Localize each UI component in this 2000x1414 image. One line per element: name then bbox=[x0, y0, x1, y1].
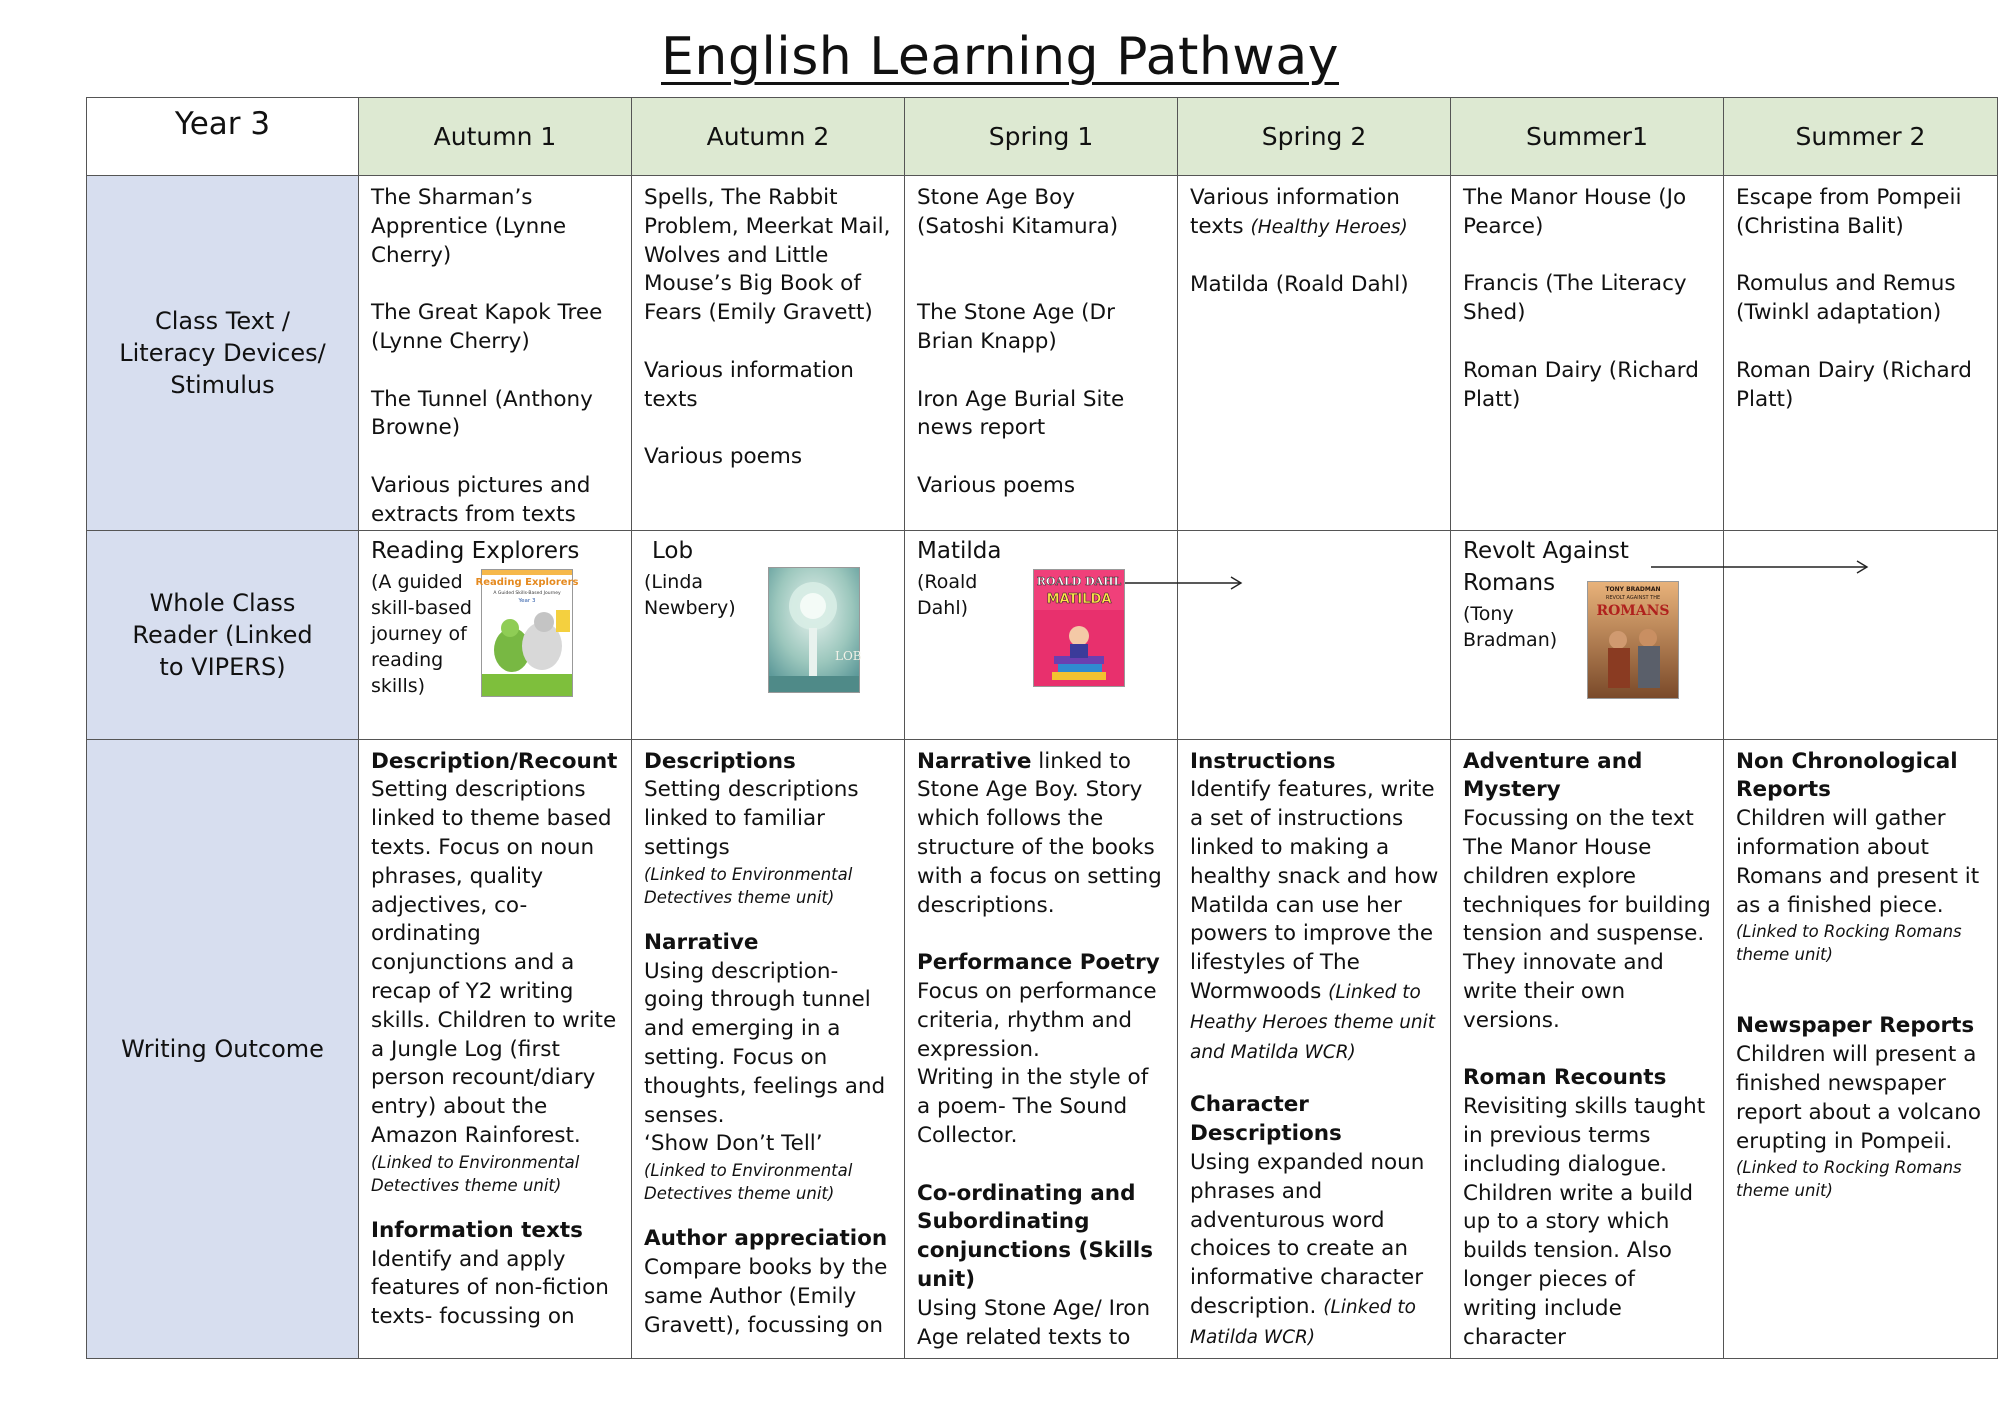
pathway-table bbox=[86, 97, 1998, 1359]
text-item: The Great Kapok Tree (Lynne Cherry) bbox=[371, 300, 603, 354]
writing-text: Setting descriptions linked to theme based texts. Focus on noun phrases, quality adjectives, co-ordinating conjunctions and a recap of Y2 writing skills. Children to write a Jungle Log (first person recount/diary entry) about the Amazon Rainforest. bbox=[371, 777, 617, 1148]
class-text-spring-2 bbox=[1178, 176, 1451, 531]
term-autumn-2: Autumn 2 bbox=[632, 98, 905, 176]
writing-spring-2 bbox=[1178, 739, 1451, 1358]
writing-note: (Linked to Environmental Detectives theme unit) bbox=[644, 864, 853, 907]
reader-title: Lob bbox=[652, 537, 694, 564]
writing-heading: Character Descriptions bbox=[1190, 1092, 1342, 1147]
reader-subtitle: (Roald Dahl) bbox=[917, 570, 978, 619]
text-item: The Tunnel (Anthony Browne) bbox=[371, 386, 593, 441]
writing-note: (Linked to Environmental Detectives theme unit) bbox=[371, 1152, 580, 1195]
writing-heading: Narrative bbox=[644, 929, 759, 955]
writing-text: Setting descriptions linked to familiar settings bbox=[644, 777, 859, 860]
writing-note: (Linked to Rocking Romans theme unit) bbox=[1736, 922, 1962, 965]
writing-heading: Non Chronological Reports bbox=[1736, 748, 1958, 803]
writing-text: Children will gather information about Romans and present it as a finished piece. bbox=[1736, 806, 1980, 918]
reader-subtitle: (Tony Bradman) bbox=[1463, 602, 1558, 651]
writing-heading: Author appreciation bbox=[644, 1226, 888, 1252]
writing-text: Identify and apply features of non-fiction texts- focussing on bbox=[371, 1246, 609, 1330]
text-item: Spells, The Rabbit Problem, Meerkat Mail, Wolves and Little Mouse’s Big Book of Fears (Emily Gravett) bbox=[644, 185, 891, 326]
row-label-class-text bbox=[87, 176, 359, 531]
writing-heading: Narrative bbox=[917, 748, 1032, 774]
reader-summer-2 bbox=[1724, 530, 1998, 739]
text-item: Escape from Pompeii (Christina Balit) bbox=[1736, 185, 1962, 239]
row-label-writing bbox=[87, 739, 359, 1358]
row-label-class-text-text: Class Text / Literacy Devices/ Stimulus bbox=[119, 306, 326, 399]
writing-text: Revisiting skills taught in previous terms including dialogue. Children write a build up to a story which builds tension. Also longer pieces of writing include character bbox=[1463, 1094, 1706, 1350]
text-item: Various pictures and extracts from texts bbox=[371, 472, 591, 527]
book-cover-art bbox=[1588, 582, 1678, 698]
writing-heading: Performance Poetry bbox=[917, 950, 1160, 976]
text-item: The Manor House (Jo Pearce) bbox=[1463, 185, 1687, 239]
class-text-row bbox=[87, 176, 1998, 531]
cover-author: TONY BRADMAN bbox=[1605, 585, 1661, 593]
writing-block bbox=[371, 1217, 621, 1332]
writing-note: (Linked to Heathy Heroes theme unit and Matilda WCR) bbox=[1190, 981, 1436, 1063]
text-item-note: (Healthy Heroes) bbox=[1250, 216, 1408, 238]
text-item: Iron Age Burial Site news report bbox=[917, 386, 1125, 441]
book-cover-reading-explorers bbox=[475, 569, 579, 697]
text-item: Romulus and Remus (Twinkl adaptation) bbox=[1736, 271, 1956, 326]
writing-block bbox=[1736, 1012, 1987, 1202]
writing-block bbox=[1463, 1064, 1713, 1352]
text-item: Stone Age Boy (Satoshi Kitamura) bbox=[917, 185, 1119, 239]
reader-spring-2 bbox=[1178, 530, 1451, 739]
writing-block bbox=[371, 748, 621, 1197]
writing-heading: Roman Recounts bbox=[1463, 1065, 1667, 1091]
writing-block bbox=[917, 1180, 1167, 1353]
cover-title: MATILDA bbox=[1046, 591, 1112, 607]
class-text-spring-1 bbox=[905, 176, 1178, 531]
writing-autumn-2 bbox=[632, 739, 905, 1358]
writing-block bbox=[1463, 748, 1713, 1036]
class-text-autumn-2 bbox=[632, 176, 905, 531]
page-title: English Learning Pathway bbox=[661, 27, 1339, 87]
cover-year: Year 3 bbox=[518, 597, 536, 604]
book-cover-lob bbox=[768, 567, 860, 693]
reader-subtitle: (A guided skill-based journey of reading skills) bbox=[371, 570, 472, 697]
writing-outcome-row bbox=[87, 739, 1998, 1358]
writing-text: ‘Show Don’t Tell’ bbox=[644, 1131, 823, 1157]
cover-subtitle: A Guided Skills-Based Journey bbox=[493, 590, 561, 596]
text-item: Roman Dairy (Richard Platt) bbox=[1463, 357, 1699, 412]
writing-heading: Instructions bbox=[1190, 748, 1336, 774]
book-cover-art bbox=[1034, 570, 1124, 686]
cover-title: Reading Explorers bbox=[475, 576, 579, 588]
text-item: The Stone Age (Dr Brian Knapp) bbox=[917, 300, 1115, 354]
writing-heading: Information texts bbox=[371, 1217, 583, 1243]
writing-text: Identify features, write a set of instructions linked to making a healthy snack and how Matilda can use her powers to improve the lifestyles of The Wormwoods bbox=[1190, 777, 1439, 1004]
reader-summer-1 bbox=[1451, 530, 1724, 739]
book-cover-art bbox=[475, 570, 579, 696]
cover-title: ROMANS bbox=[1596, 602, 1670, 619]
text-item: Roman Dairy (Richard Platt) bbox=[1736, 357, 1972, 412]
writing-text: Using description- going through tunnel and emerging in a setting. Focus on thoughts, feelings and senses. bbox=[644, 958, 886, 1128]
text-item: Matilda (Roald Dahl) bbox=[1190, 272, 1409, 298]
writing-note: (Linked to Rocking Romans theme unit) bbox=[1736, 1158, 1962, 1201]
term-header-row bbox=[87, 98, 1998, 176]
writing-note: (Linked to Environmental Detectives theme unit) bbox=[644, 1161, 853, 1204]
writing-text: Using expanded noun phrases and adventurous word choices to create an informative character description. bbox=[1190, 1149, 1425, 1319]
writing-text: Writing in the style of a poem- The Sound Collector. bbox=[917, 1065, 1149, 1148]
writing-note: (Linked to Matilda WCR) bbox=[1190, 1296, 1416, 1348]
text-item: Various poems bbox=[917, 472, 1076, 498]
year-label: Year 3 bbox=[87, 98, 359, 176]
reader-title: Matilda bbox=[917, 537, 1002, 564]
reader-autumn-2 bbox=[632, 530, 905, 739]
cover-author: ROALD DAHL bbox=[1036, 574, 1122, 588]
row-label-writing-text: Writing Outcome bbox=[121, 1034, 324, 1063]
writing-text: Using Stone Age/ Iron Age related texts to bbox=[917, 1295, 1151, 1350]
book-cover-revolt-against-romans bbox=[1587, 581, 1679, 699]
cover-subtitle: REVOLT AGAINST THE bbox=[1605, 594, 1661, 601]
class-text-autumn-1 bbox=[359, 176, 632, 531]
reader-title: Reading Explorers bbox=[371, 537, 580, 564]
whole-class-reader-row bbox=[87, 530, 1998, 739]
writing-summer-1 bbox=[1451, 739, 1724, 1358]
writing-text: Focussing on the text The Manor House children explore techniques for building tension and suspense. They innovate and write their own versions. bbox=[1463, 806, 1711, 1033]
writing-heading: Description/Recount bbox=[371, 748, 618, 774]
writing-spring-1 bbox=[905, 739, 1178, 1358]
writing-block bbox=[644, 1225, 894, 1340]
term-summer-1: Summer1 bbox=[1451, 98, 1724, 176]
reader-spring-1 bbox=[905, 530, 1178, 739]
writing-block bbox=[644, 748, 894, 909]
writing-summer-2 bbox=[1724, 739, 1998, 1358]
term-summer-2: Summer 2 bbox=[1724, 98, 1998, 176]
writing-autumn-1 bbox=[359, 739, 632, 1358]
row-label-reader-text: Whole Class Reader (Linked to VIPERS) bbox=[132, 588, 313, 681]
writing-heading: Descriptions bbox=[644, 748, 796, 774]
text-item: The Sharman’s Apprentice (Lynne Cherry) bbox=[371, 185, 567, 268]
book-cover-matilda bbox=[1033, 569, 1125, 687]
writing-text: Compare books by the same Author (Emily Gravett), focussing on bbox=[644, 1254, 888, 1338]
reader-title: Revolt Against Romans bbox=[1463, 537, 1629, 596]
writing-heading: Newspaper Reports bbox=[1736, 1013, 1975, 1039]
book-cover-art bbox=[769, 568, 862, 692]
class-text-summer-1 bbox=[1451, 176, 1724, 531]
text-item-main: Various information texts bbox=[1190, 185, 1400, 239]
writing-text: linked to Stone Age Boy. Story which follows the structure of the books with a focus on setting descriptions. bbox=[917, 748, 1162, 918]
class-text-summer-2 bbox=[1724, 176, 1998, 531]
writing-heading: Co-ordinating and Subordinating conjunctions (Skills unit) bbox=[917, 1180, 1154, 1292]
writing-block bbox=[917, 748, 1167, 921]
term-spring-1: Spring 1 bbox=[905, 98, 1178, 176]
writing-heading: Adventure and Mystery bbox=[1463, 748, 1643, 803]
writing-block bbox=[1190, 1091, 1440, 1352]
writing-block bbox=[1736, 748, 1987, 967]
reader-autumn-1 bbox=[359, 530, 632, 739]
text-item: Various information texts bbox=[644, 357, 854, 412]
term-autumn-1: Autumn 1 bbox=[359, 98, 632, 176]
text-item: Francis (The Literacy Shed) bbox=[1463, 271, 1687, 326]
writing-block bbox=[1190, 748, 1440, 1068]
text-item bbox=[1190, 184, 1440, 243]
reader-subtitle: (Linda Newbery) bbox=[644, 570, 736, 619]
cover-title: LOB bbox=[835, 648, 862, 663]
writing-block bbox=[644, 929, 894, 1205]
term-spring-2: Spring 2 bbox=[1178, 98, 1451, 176]
writing-text: Children will present a finished newspaper report about a volcano erupting in Pompeii. bbox=[1736, 1042, 1982, 1154]
row-label-reader bbox=[87, 530, 359, 739]
text-item: Various poems bbox=[644, 444, 803, 470]
writing-text: Focus on performance criteria, rhythm and expression. bbox=[917, 978, 1157, 1062]
writing-block bbox=[917, 949, 1167, 1151]
